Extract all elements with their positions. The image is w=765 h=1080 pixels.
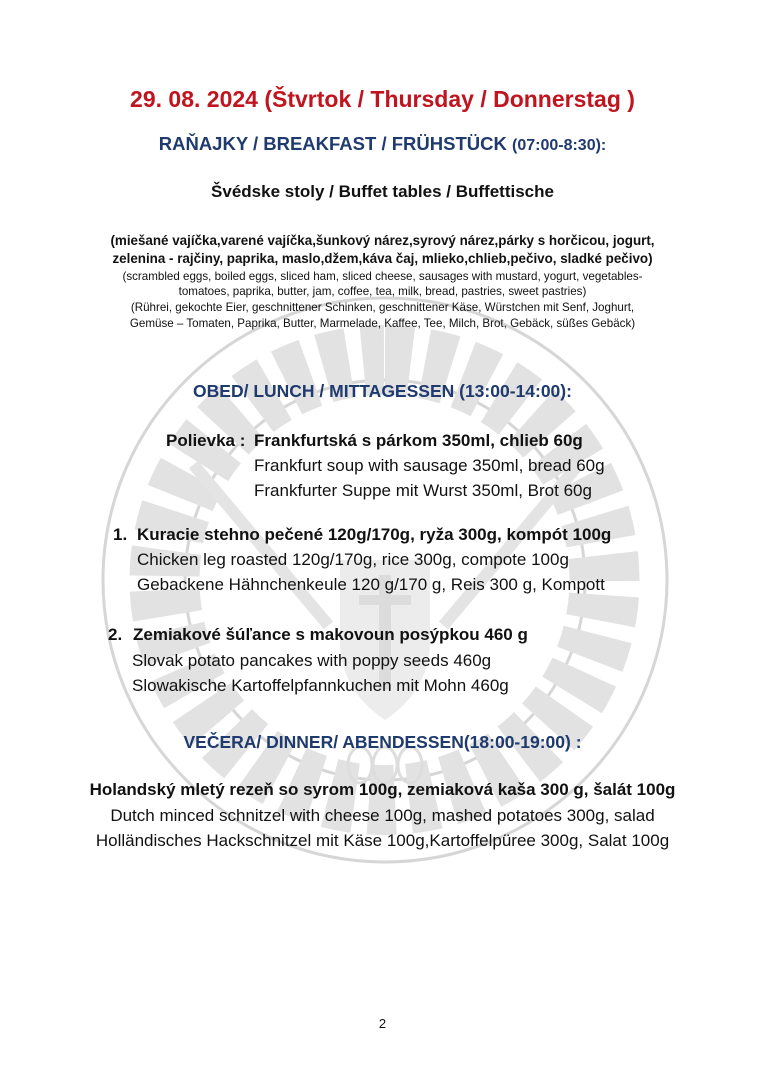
dish-2-sk: Zemiakové šúľance s makovoun posýpkou 460 g [133,625,528,644]
dish-1-en: Chicken leg roasted 120g/170g, rice 300g, compote 100g [137,550,569,569]
breakfast-de-line: (Rührei, gekochte Eier, geschnittener Schinken, geschnittener Käse, Würstchen mit Senf, Joghurt, [130,301,635,314]
breakfast-heading [0,133,765,155]
page-number: 2 [378,1016,387,1031]
soup-sk: Frankfurtská s párkom 350ml, chlieb 60g [254,431,583,450]
breakfast-en-line: (scrambled eggs, boiled eggs, sliced ham, sliced cheese, sausages with mustard, yogurt, vegetables- [122,270,643,283]
dish-1-number: 1. [113,525,128,544]
dish-2-en: Slovak potato pancakes with poppy seeds 460g [132,651,492,670]
breakfast-sk-line: (miešané vajíčka,varené vajíčka,šunkový nárez,syrový nárez,párky s horčicou, jogurt, [110,233,655,248]
soup-label: Polievka : [166,431,246,450]
soup-de: Frankfurter Suppe mit Wurst 350ml, Brot 60g [254,481,592,500]
buffet-heading: Švédske stoly / Buffet tables / Buffettische [211,182,554,201]
dish-1-de: Gebackene Hähnchenkeule 120 g/170 g, Reis 300 g, Kompott [137,575,605,594]
breakfast-de-line: Gemüse – Tomaten, Paprika, Butter, Marmelade, Kaffee, Tee, Milch, Brot, Gebäck, süßes Gebäck) [129,317,636,330]
breakfast-en-line: tomatoes, paprika, butter, jam, coffee, tea, milk, bread, pastries, sweet pastries) [178,285,587,298]
dish-1-sk: Kuracie stehno pečené 120g/170g, ryža 300g, kompót 100g [137,525,612,544]
dinner-en: Dutch minced schnitzel with cheese 100g, mashed potatoes 300g, salad [110,806,655,825]
lunch-heading: OBED/ LUNCH / MITTAGESSEN (13:00-14:00): [193,381,572,401]
breakfast-title: RAŇAJKY / BREAKFAST / FRÜHSTÜCK [158,133,507,154]
date-heading: 29. 08. 2024 (Štvrtok / Thursday / Donnerstag ) [130,86,635,112]
dinner-de: Holländisches Hackschnitzel mit Käse 100g,Kartoffelpüree 300g, Salat 100g [95,831,670,850]
dinner-heading: VEČERA/ DINNER/ ABENDESSEN(18:00-19:00) : [183,732,582,752]
dish-2-de: Slowakische Kartoffelpfannkuchen mit Mohn 460g [132,676,509,695]
dinner-sk: Holandský mletý rezeň so syrom 100g, zemiaková kaša 300 g, šalát 100g [89,780,676,799]
soup-en: Frankfurt soup with sausage 350ml, bread 60g [254,456,605,475]
breakfast-sk-line: zelenina - rajčiny, paprika, maslo,džem,káva čaj, mlieko,chlieb,pečivo, sladké pečivo) [112,251,653,266]
dish-2-number: 2. [108,625,123,644]
breakfast-time: (07:00-8:30): [511,137,607,154]
